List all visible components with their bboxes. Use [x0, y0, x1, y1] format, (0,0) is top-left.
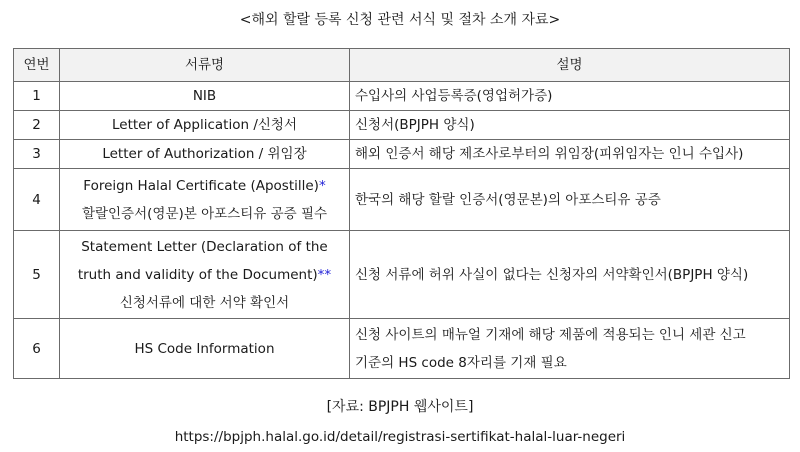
footnote-mark: *: [318, 177, 326, 194]
document-description: [350, 111, 790, 140]
required-documents-table: [13, 48, 790, 379]
document-name-line: [65, 261, 344, 289]
source-url: https://bpjph.halal.go.id/detail/registrasi-sertifikat-halal-luar-negeri: [174, 429, 626, 445]
source-caption: [자료: BPJPH 웹사이트]: [326, 399, 474, 415]
document-name: [60, 82, 350, 111]
document-name: [60, 319, 350, 379]
description-line: 신청 사이트의 매뉴얼 기재에 해당 제품에 적용되는 인니 세관 신고: [355, 326, 746, 343]
table-row: [14, 111, 790, 140]
document-description: [350, 82, 790, 111]
document-name-line: HS Code Information: [134, 340, 275, 357]
document-description: [350, 140, 790, 169]
header-description: 설명: [350, 49, 790, 82]
document-name-line: Letter of Authorization / 위임장: [102, 146, 307, 162]
document-name-line: Letter of Application /신청서: [111, 117, 298, 133]
row-number: 4: [14, 169, 60, 231]
header-no: 연번: [14, 49, 60, 82]
document-name-line: NIB: [192, 88, 217, 104]
row-number: 5: [14, 231, 60, 319]
table-row: [14, 231, 790, 319]
document-description: [350, 231, 790, 319]
document-name-text: truth and validity of the Document): [77, 266, 318, 283]
table-row: [14, 169, 790, 231]
row-number: 6: [14, 319, 60, 379]
document-description: [350, 319, 790, 379]
description-line: 신청 서류에 허위 사실이 없다는 신청자의 서약확인서(BPJPH 양식): [355, 266, 749, 283]
table-row: [14, 140, 790, 169]
row-number: 2: [14, 111, 60, 140]
document-name-text: Foreign Halal Certificate (Apostille): [83, 177, 319, 194]
row-number: 1: [14, 82, 60, 111]
document-name-line: Statement Letter (Declaration of the: [81, 238, 328, 255]
header-document: 서류명: [60, 49, 350, 82]
document-name-line: [65, 172, 344, 200]
description-line: 해외 인증서 해당 제조사로부터의 위임장(피위임자는 인니 수입사): [355, 146, 744, 162]
table-row: [14, 82, 790, 111]
description-line: 기준의 HS code 8자리를 기재 필요: [355, 354, 567, 371]
document-name-line: 신청서류에 대한 서약 확인서: [119, 294, 290, 311]
document-name: [60, 169, 350, 231]
footnote-mark: **: [317, 266, 332, 283]
document-title: <해외 할랄 등록 신청 관련 서식 및 절차 소개 자료>: [239, 12, 561, 28]
document-name: [60, 231, 350, 319]
row-number: 3: [14, 140, 60, 169]
description-line: 한국의 해당 할랄 인증서(영문본)의 아포스티유 공증: [355, 191, 661, 208]
description-line: 수입사의 사업등록증(영업허가증): [355, 88, 553, 104]
table-row: [14, 319, 790, 379]
table-header-row: [14, 49, 790, 82]
document-description: [350, 169, 790, 231]
document-name: [60, 140, 350, 169]
document-name-line: 할랄인증서(영문)본 아포스티유 공증 필수: [81, 205, 328, 222]
document-name: [60, 111, 350, 140]
description-line: 신청서(BPJPH 양식): [355, 117, 475, 133]
